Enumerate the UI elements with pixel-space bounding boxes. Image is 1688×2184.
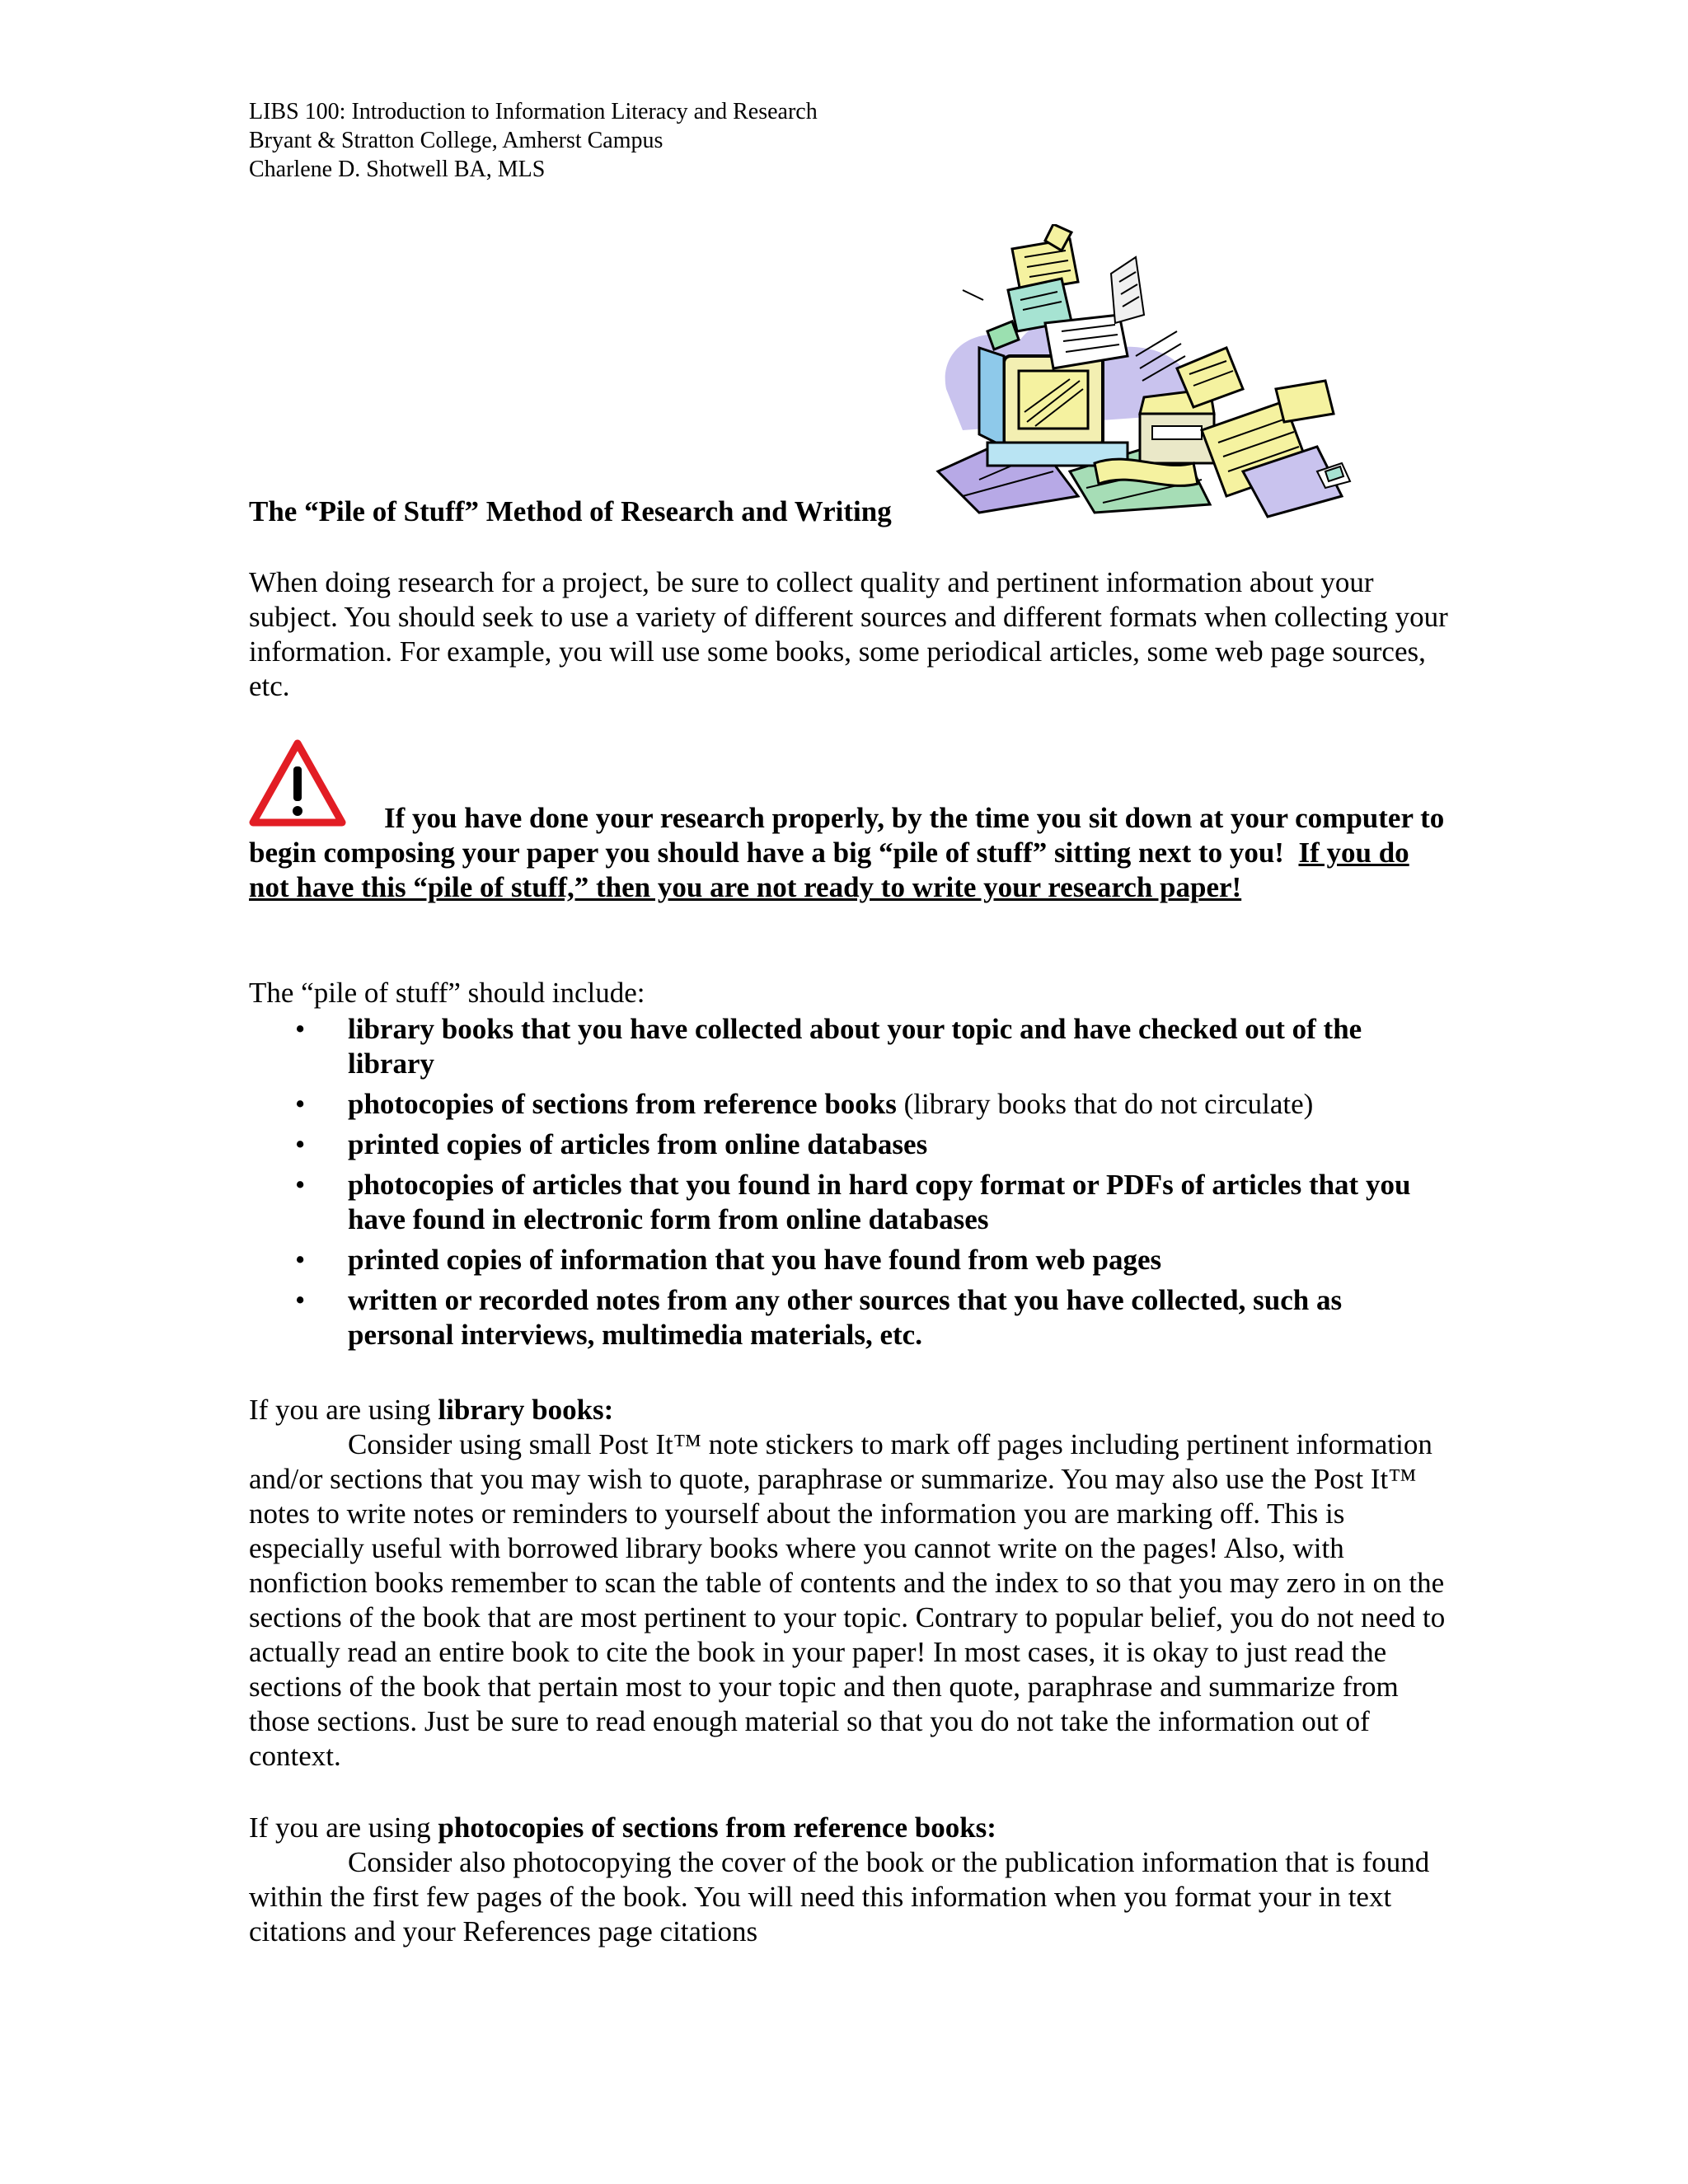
- bullet-dot: •: [295, 1284, 306, 1316]
- bullet-dot: •: [295, 1128, 306, 1160]
- course-header: [249, 97, 818, 184]
- section-lead-bold: library books:: [438, 1394, 614, 1426]
- section-paragraph: [249, 1845, 1452, 1949]
- library-books-section: [249, 1393, 1452, 1774]
- list-item: [249, 1283, 1452, 1352]
- bullet-dot: •: [295, 1013, 306, 1045]
- list-item: [249, 1087, 1452, 1122]
- list-item-bold: library books that you have collected about your topic and have checked out of the library: [348, 1013, 1362, 1080]
- header-course: LIBS 100: Introduction to Information Literacy and Research: [249, 99, 818, 124]
- list-item-bold: written or recorded notes from any other sources that you have collected, such as personal interviews, multimedia materials, etc.: [348, 1284, 1343, 1351]
- section-paragraph-text: Consider using small Post It™ note stickers to mark off pages including pertinent information and/or sections that you may wish to quote, paraphrase or summarize. You may also use the Post It™ notes to write notes or reminders to yourself about the information you are marking off. This is especially useful with borrowed library books where you cannot write on the pages! Also, with nonfiction books remember to scan the table of contents and the index to so that you may zero in on the sections of the book that are most pertinent to your topic. Contrary to popular belief, you do not need to actually read an entire book to cite the book in your paper! In most cases, it is okay to just read the sections of the book that pertain most to your topic and then quote, paraphrase and summarize from those sections. Just be sure to read enough material so that you do not take the information out of context.: [249, 1428, 1446, 1772]
- pile-contents-list: [249, 1012, 1452, 1358]
- section-paragraph-text: Consider also photocopying the cover of the book or the publication information that is found within the first few pages of the book. You will need this information when you format your in text citations and your References page citations: [249, 1846, 1430, 1947]
- pile-of-stuff-clipart: [930, 224, 1358, 521]
- section-lead: If you are using: [249, 1811, 438, 1844]
- bullet-dot: •: [295, 1088, 306, 1120]
- bullet-dot: •: [295, 1244, 306, 1276]
- list-item-normal: (library books that do not circulate): [896, 1088, 1314, 1120]
- section-lead: If you are using: [249, 1394, 438, 1426]
- list-item-bold: printed copies of information that you have found from web pages: [348, 1244, 1162, 1276]
- warning-paragraph: [249, 801, 1452, 905]
- list-item: [249, 1168, 1452, 1237]
- include-intro: The “pile of stuff” should include:: [249, 977, 645, 1009]
- section-heading: [249, 1393, 1452, 1427]
- section-paragraph: [249, 1427, 1452, 1774]
- bullet-dot: •: [295, 1169, 306, 1201]
- list-item: [249, 1127, 1452, 1162]
- warning-emphasis-text: If you do not have this “pile of stuff,” then you are not ready to write your research paper!: [249, 837, 1409, 903]
- page-title: The “Pile of Stuff” Method of Research and Writing: [249, 495, 892, 527]
- list-item-bold: printed copies of articles from online databases: [348, 1128, 928, 1160]
- header-college: Bryant & Stratton College, Amherst Campus: [249, 128, 663, 153]
- section-lead-bold: photocopies of sections from reference books:: [438, 1811, 996, 1844]
- warning-main-text: If you have done your research properly, by the time you sit down at your computer to begin composing your paper you should have a big “pile of stuff” sitting next to you!: [249, 802, 1445, 869]
- section-heading: [249, 1811, 1452, 1845]
- list-item-bold: photocopies of articles that you found in hard copy format or PDFs of articles that you have found in electronic form from online databases: [348, 1169, 1411, 1235]
- list-item-bold: photocopies of sections from reference books: [348, 1088, 897, 1120]
- header-author: Charlene D. Shotwell BA, MLS: [249, 157, 546, 182]
- intro-paragraph: When doing research for a project, be sure to collect quality and pertinent information about your subject. You should seek to use a variety of different sources and different formats when collecting your information. For example, you will use some books, some periodical articles, some web page sources, etc.: [249, 566, 1448, 702]
- list-item: [249, 1243, 1452, 1277]
- reference-books-section: [249, 1811, 1452, 1949]
- list-item: [249, 1012, 1452, 1081]
